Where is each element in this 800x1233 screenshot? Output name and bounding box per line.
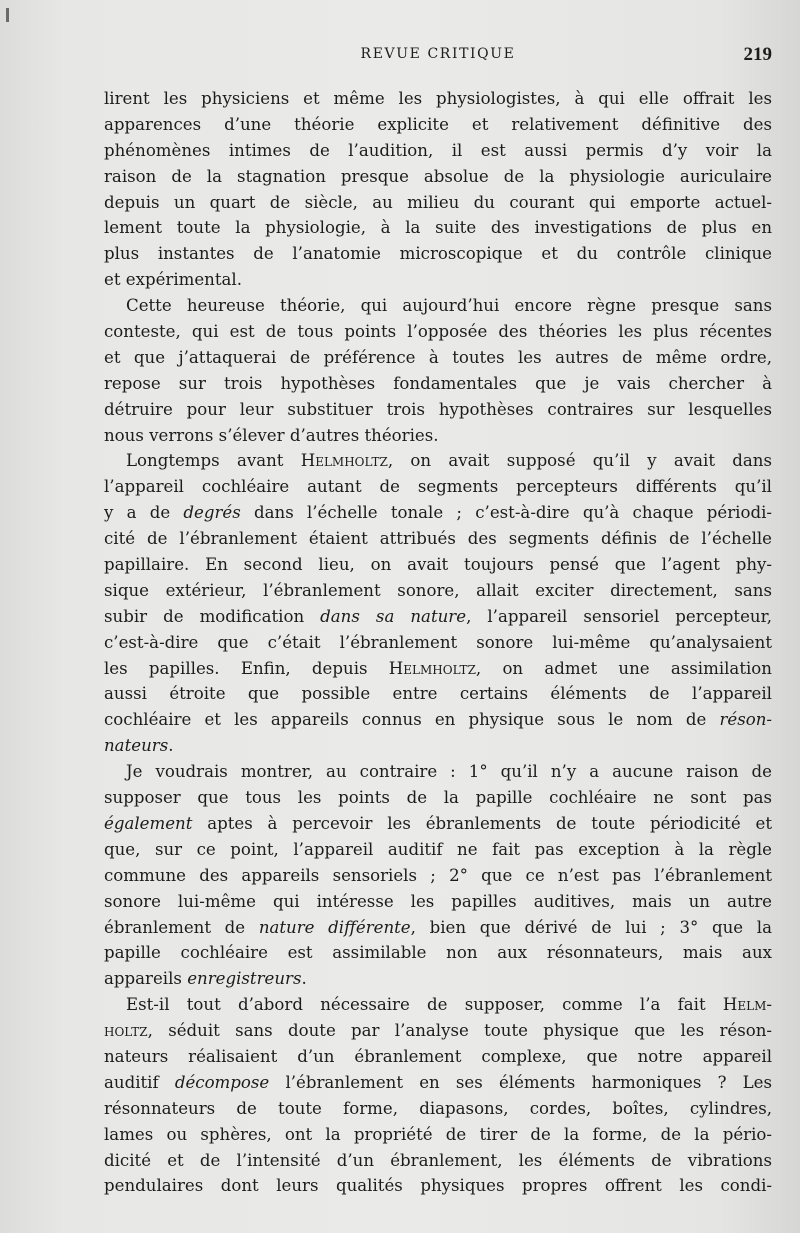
paragraph-5 bbox=[104, 992, 772, 1199]
margin-mark bbox=[6, 8, 9, 22]
text-line: dicité et de l’intensité d’un ébranlement, les éléments de vibrations bbox=[104, 1150, 772, 1170]
text-run: y a de bbox=[104, 503, 184, 523]
text-line bbox=[104, 966, 772, 992]
text-line: depuis un quart de siècle, au milieu du courant qui emporte actuel- bbox=[104, 192, 772, 212]
text-run: auditif bbox=[104, 1072, 175, 1092]
text-line: détruire pour leur substituer trois hypothèses contraires sur lesquelles bbox=[104, 399, 772, 419]
italic-term: réson- bbox=[719, 710, 772, 730]
text-line: l’appareil cochléaire autant de segments percepteurs différents qu’il bbox=[104, 477, 772, 497]
text-run: Est-il tout d’abord nécessaire de supposer, comme l’a fait bbox=[126, 995, 723, 1015]
text-line: c’est-à-dire que c’était l’ébranlement sonore lui-même qu’analysaient bbox=[104, 632, 772, 652]
text-line: aussi étroite que possible entre certains éléments de l’appareil bbox=[104, 684, 772, 704]
text-line: papillaire. En second lieu, on avait toujours pensé que l’agent phy- bbox=[104, 555, 772, 575]
running-title: REVUE CRITIQUE bbox=[360, 46, 516, 62]
italic-term: degrés bbox=[183, 503, 241, 523]
text-run: , on admet une assimilation bbox=[475, 658, 772, 678]
text-run: l’ébranlement en ses éléments harmoniques ? Les bbox=[269, 1072, 773, 1092]
text-line bbox=[104, 1070, 772, 1096]
text-run: . bbox=[168, 736, 174, 756]
text-line: pendulaires dont leurs qualités physiques propres offrent les condi- bbox=[104, 1176, 772, 1196]
paragraph-4 bbox=[104, 759, 772, 992]
text-line bbox=[104, 1018, 772, 1044]
text-line bbox=[104, 733, 772, 759]
text-run: dans l’échelle tonale ; c’est-à-dire qu’à chaque périodi- bbox=[240, 503, 772, 523]
text-run: , séduit sans doute par l’analyse toute physique que les réson- bbox=[147, 1021, 772, 1041]
author-name: Helm- bbox=[722, 995, 772, 1015]
text-line: et que j’attaquerai de préférence à toutes les autres de même ordre, bbox=[104, 347, 772, 367]
italic-term: nature différente bbox=[258, 917, 411, 937]
text-line: Je voudrais montrer, au contraire : 1° qu’il n’y a aucune raison de bbox=[126, 762, 772, 782]
text-run: , bien que dérivé de lui ; 3° que la bbox=[410, 917, 773, 937]
text-line: cité de l’ébranlement étaient attribués des segments définis de l’échelle bbox=[104, 529, 772, 549]
text-run: les papilles. Enfin, depuis bbox=[104, 658, 389, 678]
text-line: phénomènes intimes de l’audition, il est aussi permis d’y voir la bbox=[104, 140, 772, 160]
text-line: résonnateurs de toute forme, diapasons, cordes, boîtes, cylindres, bbox=[104, 1098, 772, 1118]
text-line bbox=[104, 811, 772, 837]
text-line bbox=[104, 656, 772, 682]
text-run: . bbox=[301, 969, 307, 989]
paragraph-1 bbox=[104, 86, 772, 293]
text-line: plus instantes de l’anatomie microscopique et du contrôle clinique bbox=[104, 244, 772, 264]
body-text bbox=[104, 86, 772, 1199]
text-run: ébranlement de bbox=[104, 917, 259, 937]
paragraph-3 bbox=[104, 448, 772, 759]
text-line: sonore lui-même qui intéresse les papilles auditives, mais un autre bbox=[104, 891, 772, 911]
text-line: lirent les physiciens et même les physiologistes, à qui elle offrait les bbox=[104, 89, 772, 108]
text-run: cochléaire et les appareils connus en physique sous le nom de bbox=[104, 710, 720, 730]
text-line: que, sur ce point, l’appareil auditif ne fait pas exception à la règle bbox=[104, 839, 772, 859]
text-line: lement toute la physiologie, à la suite des investigations de plus en bbox=[104, 218, 772, 238]
text-line: sique extérieur, l’ébranlement sonore, allait exciter directement, sans bbox=[104, 580, 772, 600]
text-line: commune des appareils sensoriels ; 2° que ce n’est pas l’ébranlement bbox=[104, 865, 772, 885]
text-line bbox=[104, 448, 772, 474]
text-line: supposer que tous les points de la papille cochléaire ne sont pas bbox=[104, 788, 772, 808]
text-line bbox=[104, 992, 772, 1018]
italic-term: décompose bbox=[174, 1072, 270, 1092]
text-line: conteste, qui est de tous points l’opposée des théories les plus récentes bbox=[104, 322, 772, 342]
text-line bbox=[104, 707, 772, 733]
text-run: aptes à percevoir les ébranlements de toute périodicité et bbox=[192, 813, 772, 833]
text-run: , l’appareil sensoriel percepteur, bbox=[466, 606, 772, 626]
text-run: appareils bbox=[104, 969, 188, 989]
text-run: subir de modification bbox=[104, 606, 321, 626]
paragraph-2 bbox=[104, 293, 772, 448]
text-line: Cette heureuse théorie, qui aujourd’hui encore règne presque sans bbox=[126, 296, 772, 316]
text-line: raison de la stagnation presque absolue de la physiologie auriculaire bbox=[104, 166, 772, 186]
text-line bbox=[104, 604, 772, 630]
page-header bbox=[104, 46, 772, 70]
italic-term: nateurs bbox=[104, 736, 169, 756]
text-line: nous verrons s’élever d’autres théories. bbox=[104, 425, 439, 445]
text-line: et expérimental. bbox=[104, 270, 243, 290]
text-run: , on avait supposé qu’il y avait dans bbox=[387, 451, 772, 471]
text-line: lames ou sphères, ont la propriété de tirer de la forme, de la pério- bbox=[104, 1124, 772, 1144]
author-name: holtz bbox=[104, 1021, 148, 1041]
author-name: Helmholtz bbox=[300, 451, 388, 471]
text-run: Longtemps avant bbox=[126, 451, 301, 471]
page-number: 219 bbox=[743, 44, 772, 65]
italic-term: dans sa nature bbox=[320, 606, 467, 626]
italic-term: enregistreurs bbox=[187, 969, 302, 989]
text-line: apparences d’une théorie explicite et relativement définitive des bbox=[104, 114, 772, 134]
italic-term: également bbox=[104, 813, 193, 833]
author-name: Helmholtz bbox=[388, 658, 476, 678]
text-line: papille cochléaire est assimilable non aux résonnateurs, mais aux bbox=[104, 943, 772, 963]
text-line bbox=[104, 500, 772, 526]
text-line: nateurs réalisaient d’un ébranlement complexe, que notre appareil bbox=[104, 1046, 772, 1066]
text-line bbox=[104, 915, 772, 941]
text-line: repose sur trois hypothèses fondamentales que je vais chercher à bbox=[104, 373, 772, 393]
